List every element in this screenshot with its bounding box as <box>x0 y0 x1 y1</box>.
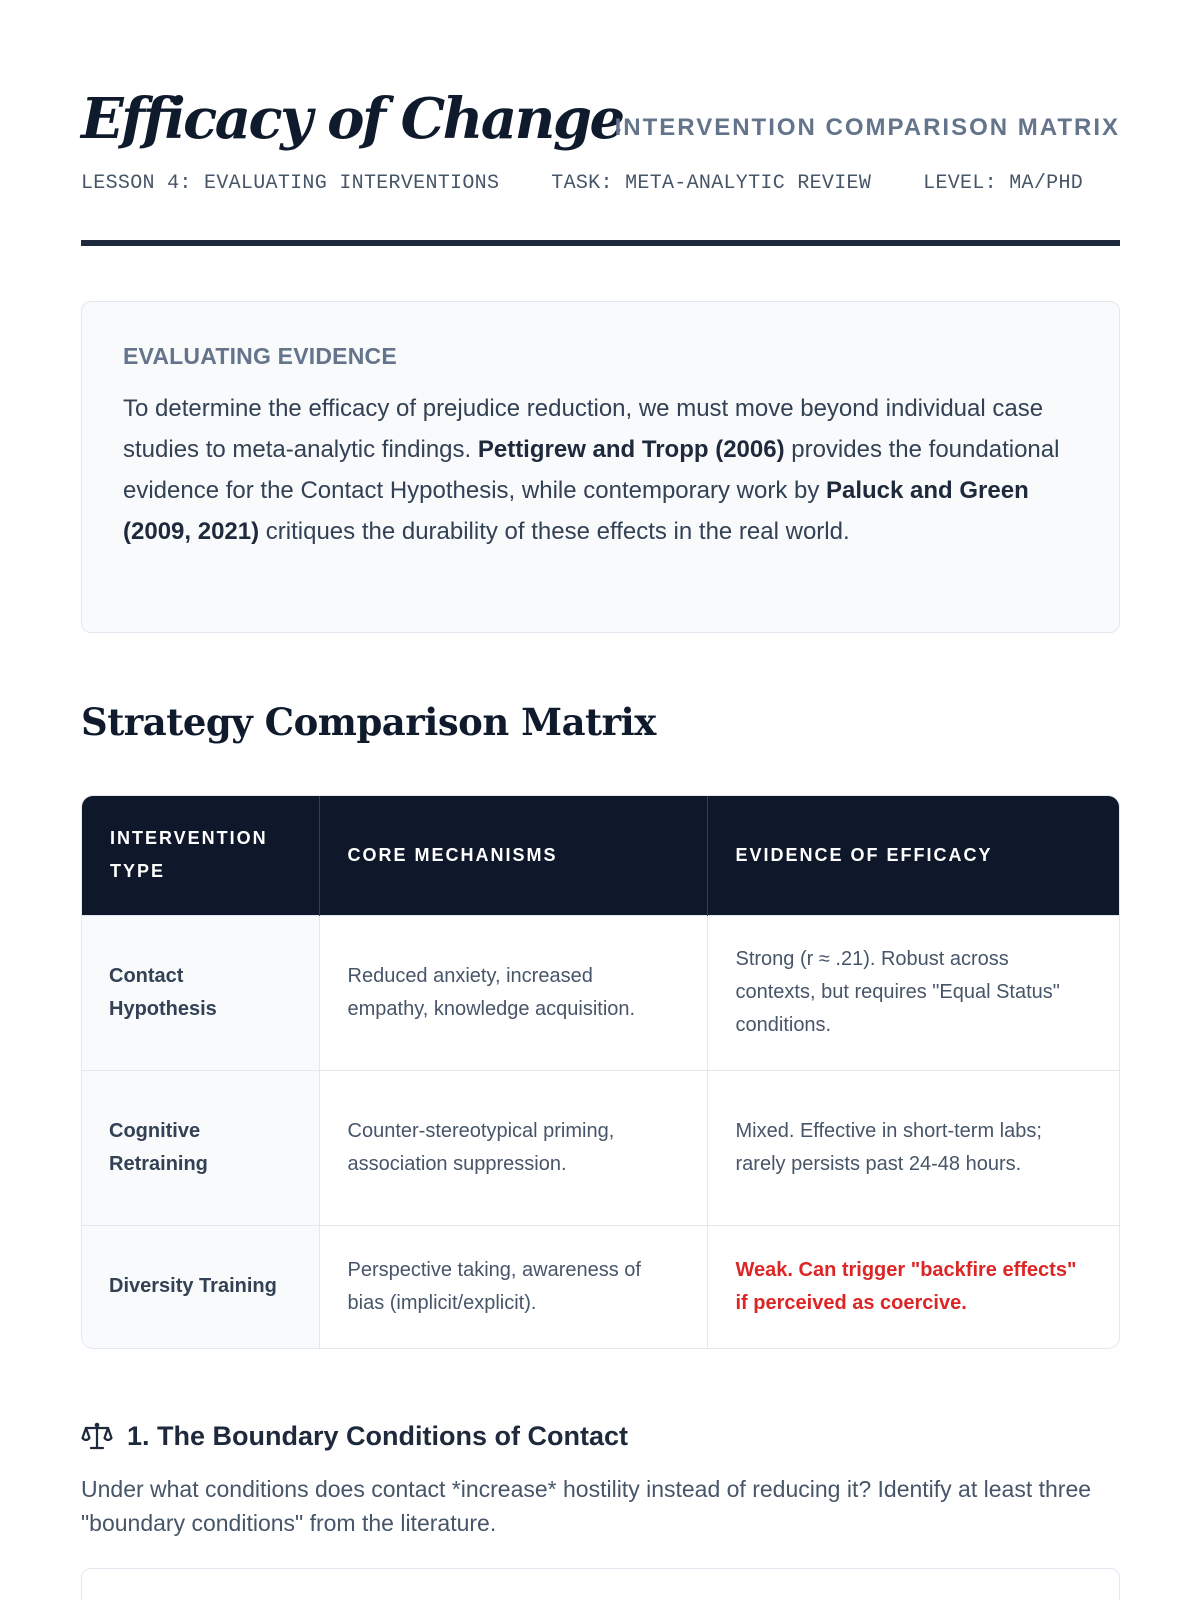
intervention-type-cell: Diversity Training <box>82 1225 319 1348</box>
table-row <box>82 915 1119 1070</box>
header-core-mechanisms: CORE MECHANISMS <box>319 796 707 915</box>
comparison-table <box>81 795 1120 1349</box>
level-label: LEVEL: MA/PHD <box>923 172 1084 195</box>
question-title-text: 1. The Boundary Conditions of Contact <box>127 1420 628 1451</box>
intervention-type-cell: Contact Hypothesis <box>82 915 319 1070</box>
question-prompt: Under what conditions does contact *increase* hostility instead of reducing it? Identify at least three "boundary conditions" from the literature. <box>81 1476 1092 1536</box>
scale-icon <box>81 1420 113 1452</box>
page-title: Efficacy of Change <box>81 86 623 152</box>
mechanisms-cell: Perspective taking, awareness of bias (implicit/explicit). <box>319 1225 707 1348</box>
page-header <box>81 80 1120 160</box>
mechanisms-cell: Counter-stereotypical priming, association suppression. <box>319 1070 707 1225</box>
lesson-meta <box>81 172 1135 195</box>
evidence-text-part: provides the foundational evidence for the Contact Hypothesis, while contemporary work by <box>123 436 1060 504</box>
intervention-type-cell: Cognitive Retraining <box>82 1070 319 1225</box>
table-header-row <box>82 796 1119 915</box>
table-row <box>82 1225 1119 1348</box>
evidence-heading: EVALUATING EVIDENCE <box>123 343 397 369</box>
evidence-text-part: critiques the durability of these effects in the real world. <box>259 518 850 545</box>
matrix-title: Strategy Comparison Matrix <box>81 700 656 744</box>
header-divider <box>81 240 1120 246</box>
evidence-text <box>123 388 1079 552</box>
mechanisms-cell: Reduced anxiety, increased empathy, knowledge acquisition. <box>319 915 707 1070</box>
header-evidence: EVIDENCE OF EFFICACY <box>707 796 1119 915</box>
table-row <box>82 1070 1119 1225</box>
citation-paluck: Paluck and Green (2009, 2021) <box>123 477 1029 545</box>
evidence-cell: Strong (r ≈ .21). Robust across contexts, but requires "Equal Status" conditions. <box>707 915 1119 1070</box>
question-title <box>81 1418 628 1454</box>
evidence-cell-warning: Weak. Can trigger "backfire effects" if perceived as coercive. <box>707 1225 1119 1348</box>
answer-field[interactable] <box>81 1568 1120 1600</box>
evidence-callout <box>81 301 1120 633</box>
header-intervention-type: INTERVENTION TYPE <box>82 796 319 915</box>
page-subtitle: INTERVENTION COMPARISON MATRIX <box>614 114 1120 141</box>
task-label: TASK: META-ANALYTIC REVIEW <box>551 172 872 195</box>
lesson-label: LESSON 4: EVALUATING INTERVENTIONS <box>81 172 500 195</box>
evidence-text-part: To determine the efficacy of prejudice reduction, we must move beyond individual case studies to meta-analytic findings. <box>123 395 1044 463</box>
citation-pettigrew: Pettigrew and Tropp (2006) <box>477 436 785 463</box>
evidence-cell: Mixed. Effective in short-term labs; rarely persists past 24-48 hours. <box>707 1070 1119 1225</box>
